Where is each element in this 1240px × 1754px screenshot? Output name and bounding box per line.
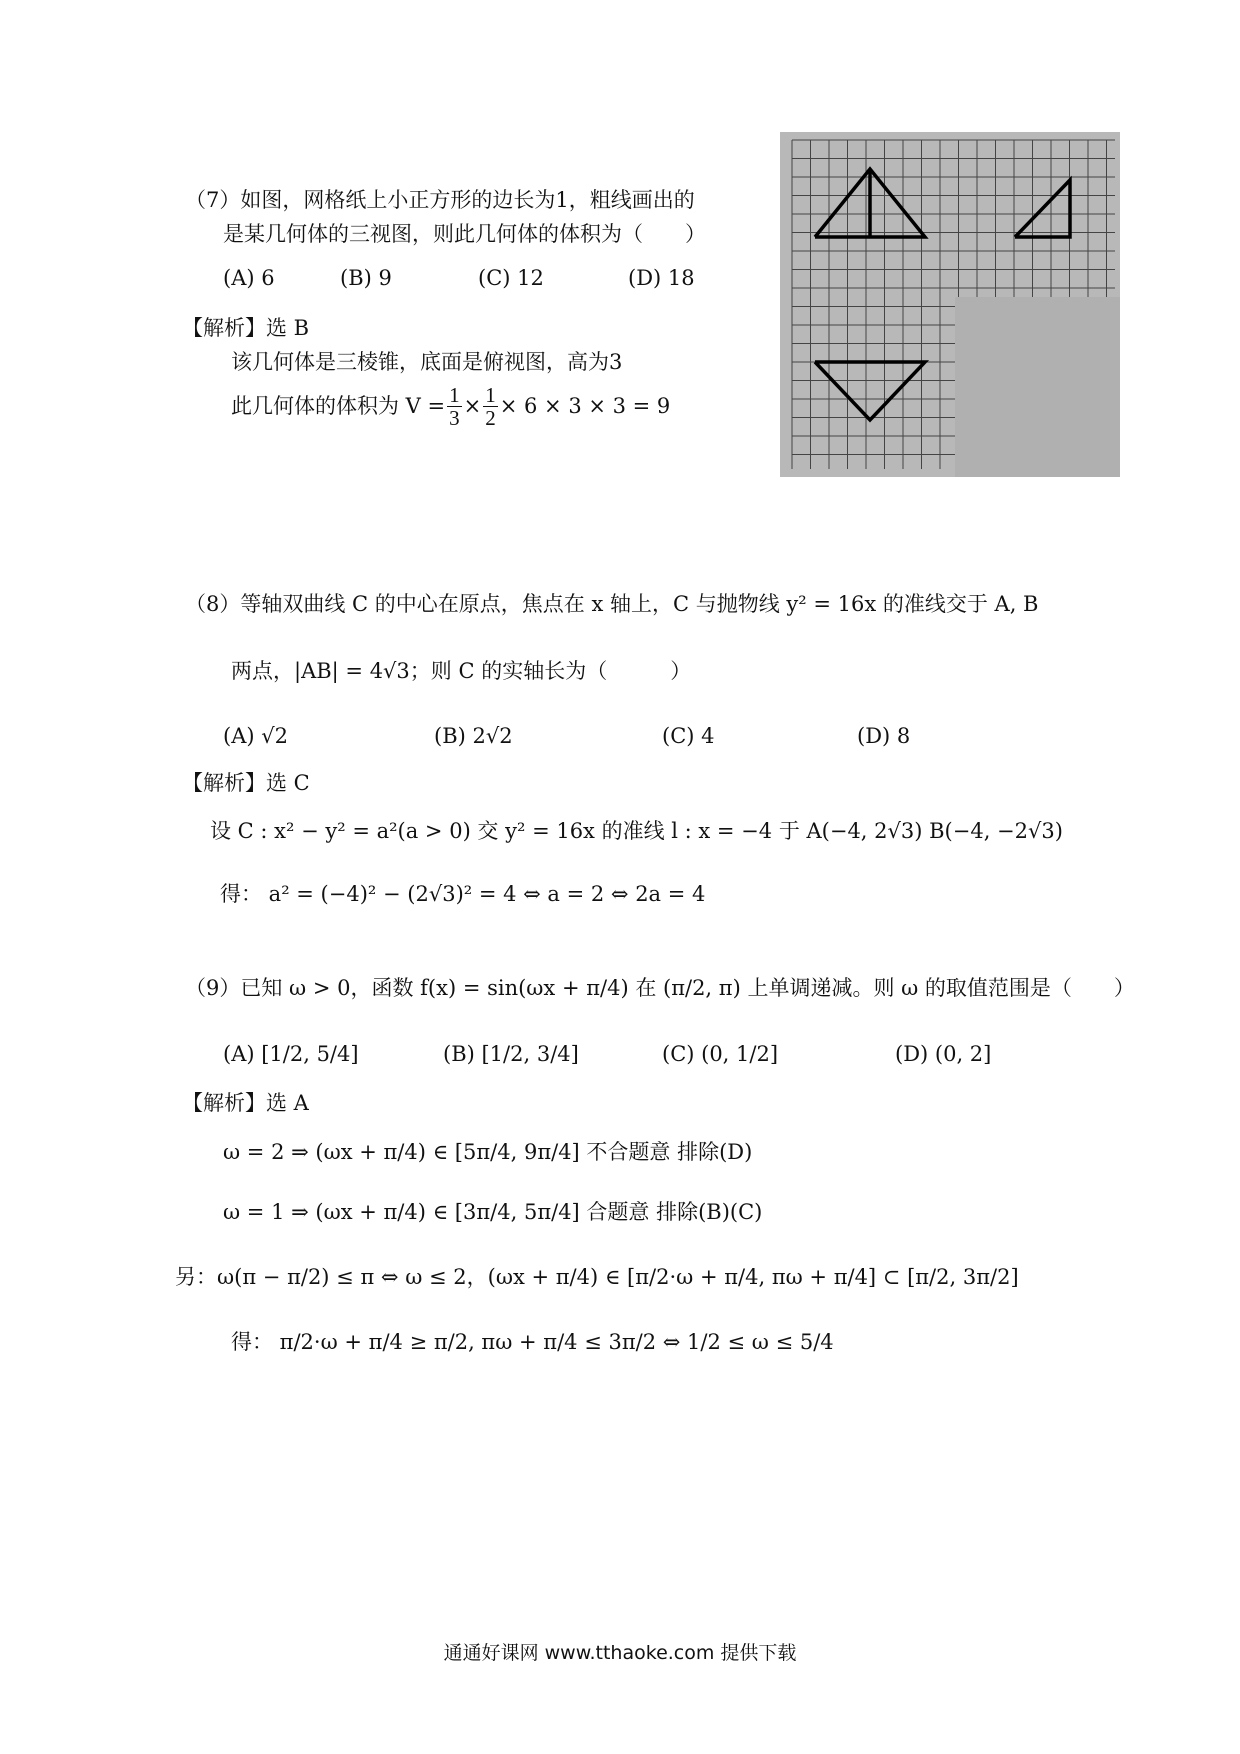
q8-option-c: (C) 4 bbox=[662, 724, 715, 748]
blank-region bbox=[955, 297, 1120, 477]
q8-option-b: (B) 2√2 bbox=[434, 724, 513, 748]
three-view-grid-figure bbox=[780, 132, 1120, 477]
q9-solution-line3: 另：ω(π − π/2) ≤ π ⇔ ω ≤ 2，(ωx + π/4) ∈ [π/2·ω + π/4, πω + π/4] ⊂ [π/2, 3π/2] bbox=[175, 1265, 1019, 1289]
q8-option-d: (D) 8 bbox=[857, 724, 911, 748]
q7-answer-label: 【解析】选 B bbox=[182, 316, 310, 340]
q9-solution-line2: ω = 1 ⇒ (ωx + π/4) ∈ [3π/4, 5π/4] 合题意 排除(B)(C) bbox=[223, 1200, 763, 1224]
q9-option-b: (B) [1/2, 3/4] bbox=[443, 1042, 579, 1066]
q7-option-a: (A) 6 bbox=[223, 266, 275, 290]
q8-line2: 两点，|AB| = 4√3；则 C 的实轴长为（ ） bbox=[231, 659, 692, 683]
q7-option-b: (B) 9 bbox=[340, 266, 392, 290]
q7-option-d: (D) 18 bbox=[628, 266, 695, 290]
q7-option-c: (C) 12 bbox=[478, 266, 544, 290]
q7-solution-line2: 此几何体的体积为 V = $\frac{1}{3}$ × $\frac{1}{2}$ × 6 × 3 × 3 = 9 bbox=[231, 383, 671, 431]
frac-one-half: $\frac{1}{2}$ bbox=[485, 383, 496, 431]
frac-one-third: $\frac{1}{3}$ bbox=[449, 383, 460, 431]
q8-answer-label: 【解析】选 C bbox=[182, 771, 310, 795]
q7-line2: 是某几何体的三视图，则此几何体的体积为（ ） bbox=[223, 222, 706, 246]
q8-option-a: (A) √2 bbox=[223, 724, 288, 748]
q7-solution-prefix: 此几何体的体积为 V = bbox=[231, 394, 446, 419]
q8-solution-line1: 设 C : x² − y² = a²(a > 0) 交 y² = 16x 的准线 l : x = −4 于 A(−4, 2√3) B(−4, −2√3) bbox=[210, 819, 1063, 843]
q7-solution-suffix: × 6 × 3 × 3 = 9 bbox=[499, 394, 671, 419]
q8-line1: （8）等轴双曲线 C 的中心在原点，焦点在 x 轴上，C 与抛物线 y² = 16x 的准线交于 A, B bbox=[185, 592, 1039, 616]
q7-line1: （7）如图，网格纸上小正方形的边长为1，粗线画出的 bbox=[185, 188, 695, 212]
q9-solution-line4: 得： π/2·ω + π/4 ≥ π/2, πω + π/4 ≤ 3π/2 ⇔ 1/2 ≤ ω ≤ 5/4 bbox=[231, 1330, 834, 1354]
q9-option-c: (C) (0, 1/2] bbox=[662, 1042, 779, 1066]
q9-solution-line1: ω = 2 ⇒ (ωx + π/4) ∈ [5π/4, 9π/4] 不合题意 排除(D) bbox=[223, 1140, 753, 1164]
q9-option-d: (D) (0, 2] bbox=[895, 1042, 992, 1066]
footer-download-note: 通通好课网 www.tthaoke.com 提供下载 bbox=[443, 1642, 797, 1664]
q9-option-a: (A) [1/2, 5/4] bbox=[223, 1042, 359, 1066]
q9-answer-label: 【解析】选 A bbox=[182, 1091, 309, 1115]
q8-solution-line2: 得： a² = (−4)² − (2√3)² = 4 ⇔ a = 2 ⇔ 2a = 4 bbox=[220, 882, 706, 906]
q9-line1: （9）已知 ω > 0，函数 f(x) = sin(ωx + π/4) 在 (π/2, π) 上单调递减。则 ω 的取值范围是（ ） bbox=[185, 976, 1135, 1000]
q7-solution-line1: 该几何体是三棱锥，底面是俯视图，高为3 bbox=[231, 350, 623, 374]
